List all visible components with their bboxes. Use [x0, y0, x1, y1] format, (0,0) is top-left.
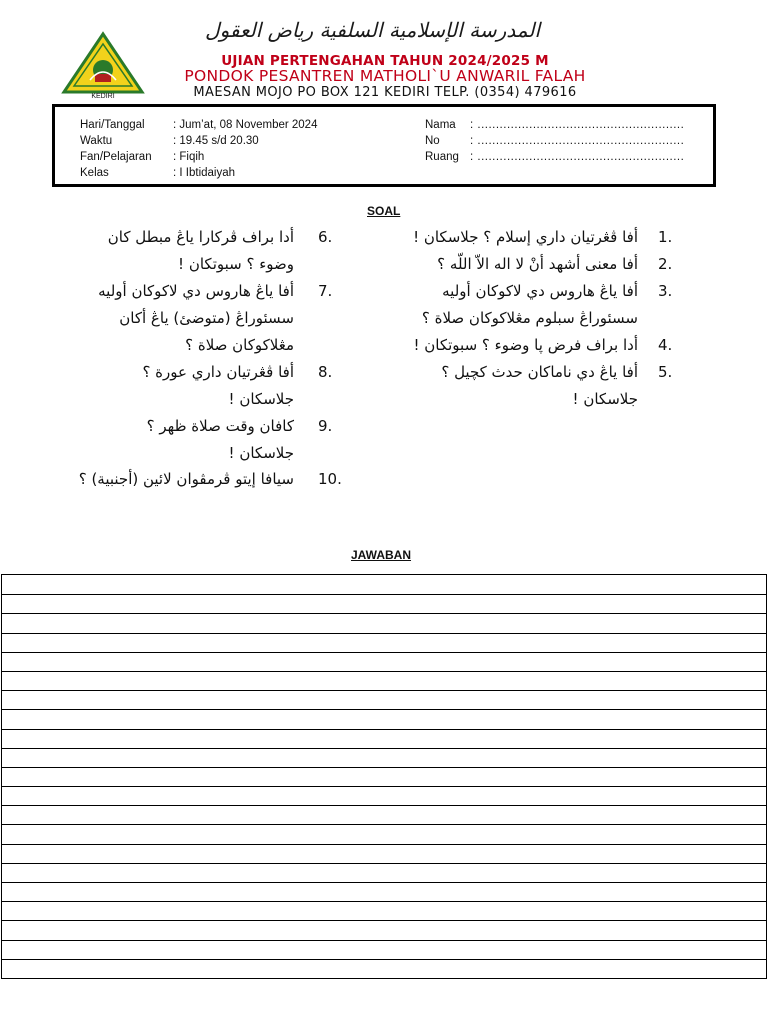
answer-line[interactable]	[2, 594, 766, 595]
ruang-label: Ruang	[425, 151, 459, 163]
question-text: أفا معنى أشهد أنْ لا اله الاّ اللّه ؟	[437, 255, 638, 273]
exam-info-box	[52, 104, 716, 187]
question-number: 4.	[658, 336, 673, 354]
question-text: أفا ياڠ دي ناماكان حدث كچيل ؟	[441, 363, 638, 381]
answer-line[interactable]	[2, 882, 766, 883]
hari-label: Hari/Tanggal	[80, 119, 145, 131]
answer-lines-table[interactable]	[1, 574, 767, 979]
answer-line[interactable]	[2, 805, 766, 806]
question-number: 3.	[658, 282, 673, 300]
ruang-field[interactable]: : ........................................................	[470, 151, 685, 163]
question-number: 9.	[318, 417, 333, 435]
question-text: جلاسكان !	[228, 390, 294, 408]
answer-line[interactable]	[2, 824, 766, 825]
waktu-value: : 19.45 s/d 20.30	[173, 135, 259, 147]
question-number: 10.	[318, 470, 342, 488]
school-name: PONDOK PESANTREN MATHOLI`U ANWARIL FALAH	[184, 67, 586, 85]
question-number: 5.	[658, 363, 673, 381]
answer-line[interactable]	[2, 767, 766, 768]
question-number: 6.	[318, 228, 333, 246]
school-address: MAESAN MOJO PO BOX 121 KEDIRI TELP. (0354) 479616	[193, 85, 577, 100]
answer-line[interactable]	[2, 633, 766, 634]
question-text: سسئوراڠ (متوضئ) ياڠ أكان	[119, 309, 294, 327]
answer-line[interactable]	[2, 901, 766, 902]
waktu-label: Waktu	[80, 135, 113, 147]
nama-label: Nama	[425, 119, 456, 131]
school-emblem-icon	[60, 30, 146, 100]
answer-line[interactable]	[2, 959, 766, 960]
question-text: سسئوراڠ سبلوم مڠلاكوكان صلاة ؟	[421, 309, 638, 327]
question-text: أفا ياڠ هاروس دي لاكوكان أوليه	[442, 282, 638, 300]
answer-line[interactable]	[2, 729, 766, 730]
fan-value: : Fiqih	[173, 151, 205, 163]
answer-line[interactable]	[2, 671, 766, 672]
question-text: أفا ڤڠرتيان داري عورة ؟	[142, 363, 294, 381]
jawaban-heading: JAWABAN	[351, 548, 412, 562]
answer-line[interactable]	[2, 748, 766, 749]
question-text: أفا ڤڠرتيان داري إسلام ؟ جلاسكان !	[413, 228, 638, 246]
hari-value: : Jum’at, 08 November 2024	[173, 119, 318, 131]
fan-label: Fan/Pelajaran	[80, 151, 152, 163]
question-number: 2.	[658, 255, 673, 273]
question-text: وضوء ؟ سبوتكان !	[178, 255, 294, 273]
answer-line[interactable]	[2, 844, 766, 845]
answer-line[interactable]	[2, 613, 766, 614]
no-label: No	[425, 135, 440, 147]
question-number: 8.	[318, 363, 333, 381]
answer-line[interactable]	[2, 786, 766, 787]
question-text: جلاسكان !	[572, 390, 638, 408]
answer-line[interactable]	[2, 940, 766, 941]
question-text: مڠلاكوكان صلاة ؟	[185, 336, 294, 354]
kelas-value: : I Ibtidaiyah	[173, 167, 236, 179]
question-text: أفا ياڠ هاروس دي لاكوكان أوليه	[98, 282, 294, 300]
answer-line[interactable]	[2, 652, 766, 653]
answer-line[interactable]	[2, 863, 766, 864]
question-text: أدا براف فرض ڽا وضوء ؟ سبوتكان !	[413, 336, 638, 354]
nama-field[interactable]: : ........................................................	[470, 119, 685, 131]
exam-title: UJIAN PERTENGAHAN TAHUN 2024/2025 M	[221, 53, 549, 69]
answer-line[interactable]	[2, 920, 766, 921]
kelas-label: Kelas	[80, 167, 109, 179]
question-text: أدا براف ڤركارا ياڠ مبطل كان	[107, 228, 294, 246]
question-text: كافان وقت صلاة ظهر ؟	[146, 417, 294, 435]
question-text: سيافا إيتو ڤرمڤوان لائين (أجنبية) ؟	[78, 470, 294, 488]
question-number: 1.	[658, 228, 673, 246]
answer-line[interactable]	[2, 709, 766, 710]
answer-line[interactable]	[2, 690, 766, 691]
question-number: 7.	[318, 282, 333, 300]
school-arabic-title: المدرسة الإسلامية السلفية رياض العقول	[205, 18, 540, 42]
emblem-label: KEDIRI	[91, 93, 115, 100]
question-text: جلاسكان !	[228, 444, 294, 462]
soal-heading: SOAL	[367, 204, 401, 218]
no-field[interactable]: : ........................................................	[470, 135, 685, 147]
